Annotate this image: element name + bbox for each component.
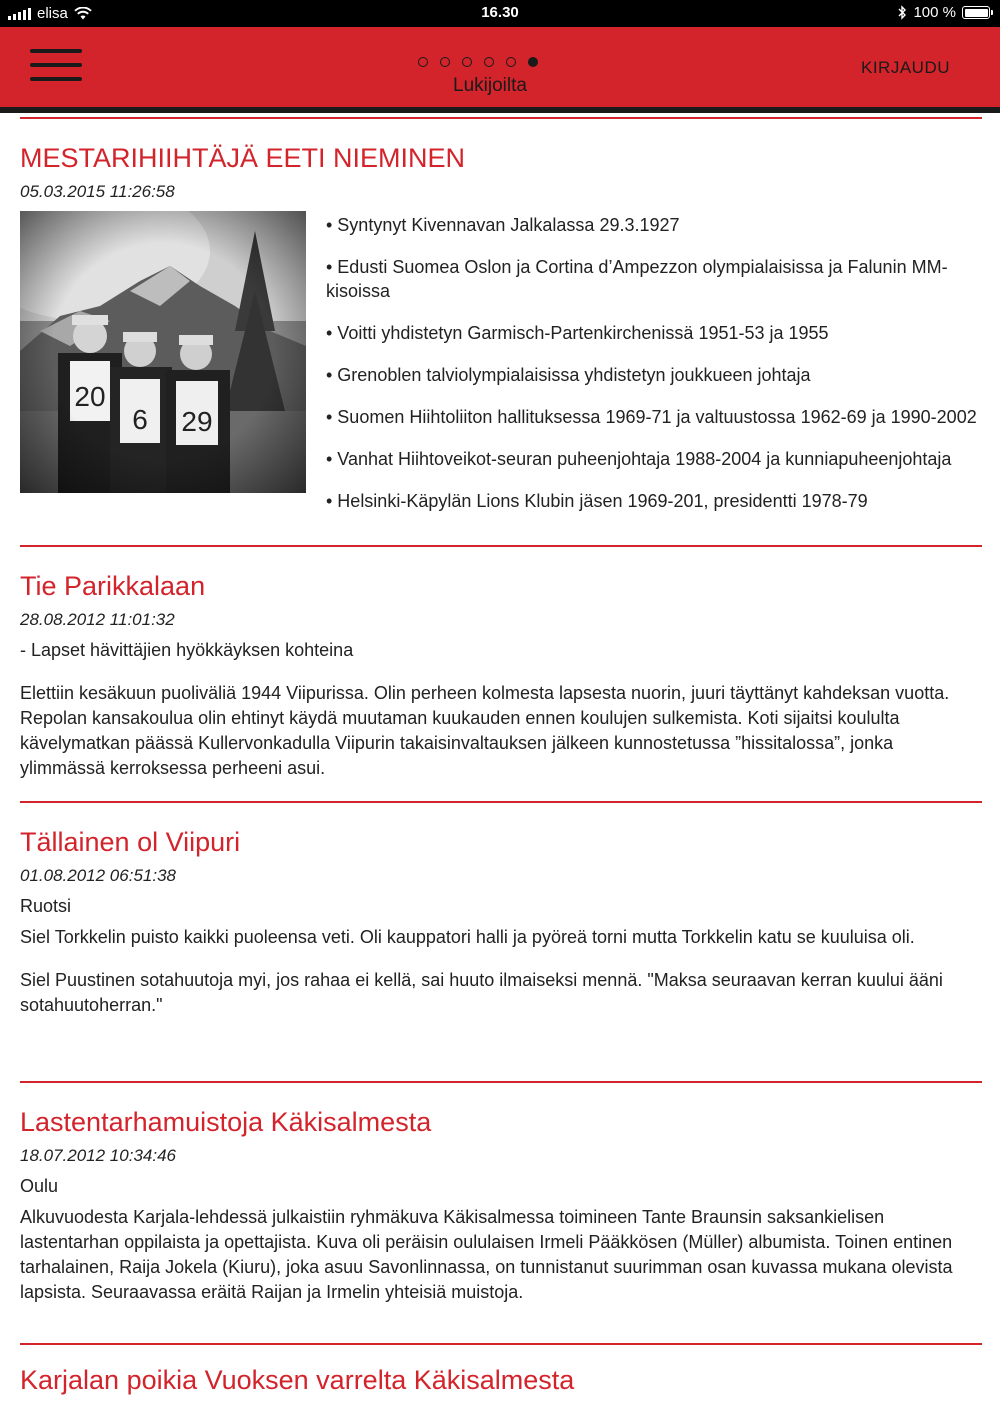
page-dot[interactable]	[418, 57, 428, 67]
status-bar	[0, 0, 1000, 27]
article-item	[20, 119, 982, 545]
status-time: 16.30	[481, 4, 519, 21]
bullet-item: • Vanhat Hiihtoveikot-seuran puheenjohtaja 1988-2004 ja kunniapuheenjohtaja	[326, 449, 952, 469]
section-title: Lukijoilta	[453, 75, 527, 96]
article-bullets	[326, 213, 982, 531]
article-title[interactable]: Karjalan poikia Vuoksen varrelta Käkisalmesta	[20, 1365, 575, 1395]
article-paragraph: Elettiin kesäkuun puoliväliä 1944 Viipurissa. Olin perheen kolmesta lapsesta nuorin, juuri täyttänyt kahdeksan vuotta. Repolan kansakoulua olin ehtinyt käydä muutaman kuukauden ennen koulujen sulkemista. Koti sijaitsi koululta kävelymatkan päässä Kullervonkadulla Viipurin takaisinvaltauksen jälkeen kunnostetussa ”hissitalossa”, jonka ylimmässä kerroksessa perheeni asui.	[20, 683, 950, 778]
page-dot[interactable]	[440, 57, 450, 67]
article-item	[20, 547, 982, 801]
article-title[interactable]: Lastentarhamuistoja Käkisalmesta	[20, 1107, 432, 1137]
ski-team-photo	[20, 211, 306, 493]
page-dot[interactable]	[484, 57, 494, 67]
bluetooth-icon	[897, 5, 907, 20]
login-button[interactable]: KIRJAUDU	[860, 58, 950, 77]
article-item	[20, 803, 982, 1081]
article-item	[20, 1345, 982, 1403]
carrier-name: elisa	[37, 5, 68, 22]
bullet-item: • Grenoblen talviolympialaisissa yhdistetyn joukkueen johtaja	[326, 365, 811, 385]
bullet-item: • Syntynyt Kivennavan Jalkalassa 29.3.1927	[326, 215, 680, 235]
article-body	[20, 925, 982, 1018]
header-underline	[0, 107, 1000, 113]
article-body	[20, 1205, 982, 1305]
article-subtitle: - Lapset hävittäjien hyökkäyksen kohteina	[20, 640, 354, 660]
article-title[interactable]: Tällainen ol Viipuri	[20, 827, 241, 857]
article-subtitle: Oulu	[20, 1176, 59, 1196]
article-paragraph: Alkuvuodesta Karjala-lehdessä julkaistiin ryhmäkuva Käkisalmessa toimineen Tante Braunsin saksankielisen lastentarhan oppilaista ja opettajista. Kuva oli peräisin oululaisen Irmeli Pääkkösen (Müller) albumista. Toinen entinen tarhalainen, Raija Jokela (Kiuru), joka asuu Savonlinnassa, on tunnistanut suurimman osan kuvassa mukana olevista lapsista. Seuraavassa eräitä Raijan ja Irmelin yhteisiä muistoja.	[20, 1207, 953, 1302]
bullet-item: • Voitti yhdistetyn Garmisch-Partenkirchenissä 1951-53 ja 1955	[326, 323, 829, 343]
page-indicator	[418, 57, 538, 67]
article-item	[20, 1083, 982, 1343]
battery-icon	[962, 6, 990, 19]
battery-percent: 100 %	[913, 4, 956, 21]
hamburger-menu-icon[interactable]	[30, 46, 82, 86]
bullet-item: • Suomen Hiihtoliiton hallituksessa 1969-71 ja valtuustossa 1962-69 ja 1990-2002	[326, 407, 977, 427]
article-date: 18.07.2012 10:34:46	[20, 1146, 176, 1165]
article-date: 28.08.2012 11:01:32	[20, 610, 175, 629]
bullet-item: • Helsinki-Käpylän Lions Klubin jäsen 1969-201, presidentti 1978-79	[326, 491, 868, 511]
article-date: 01.08.2012 06:51:38	[20, 866, 176, 885]
article-paragraph: Siel Torkkelin puisto kaikki puoleensa veti. Oli kauppatori halli ja pyöreä torni mutta Torkkelin katu se kuuluisa oli.	[20, 927, 915, 947]
article-title[interactable]: Tie Parikkalaan	[20, 571, 206, 601]
app-header	[0, 27, 1000, 107]
article-subtitle: Ruotsi	[20, 896, 72, 916]
article-title[interactable]: MESTARIHIIHTÄJÄ EETI NIEMINEN	[20, 143, 466, 173]
page-dot-active[interactable]	[528, 57, 538, 67]
article-paragraph: Siel Puustinen sotahuutoja myi, jos rahaa ei kellä, sai huuto ilmaiseksi mennä. "Maksa seuraavan kerran kuului ääni sotahuutoherran."	[20, 970, 943, 1015]
page-dot[interactable]	[462, 57, 472, 67]
page-dot[interactable]	[506, 57, 516, 67]
article-feed	[20, 117, 982, 1403]
status-right	[897, 4, 990, 21]
article-photo[interactable]	[20, 211, 306, 493]
article-body	[20, 681, 982, 781]
article-date: 05.03.2015 11:26:58	[20, 182, 175, 201]
bullet-item: • Edusti Suomea Oslon ja Cortina d’Ampezzon olympialaisissa ja Falunin MM-kisoissa	[326, 257, 948, 301]
